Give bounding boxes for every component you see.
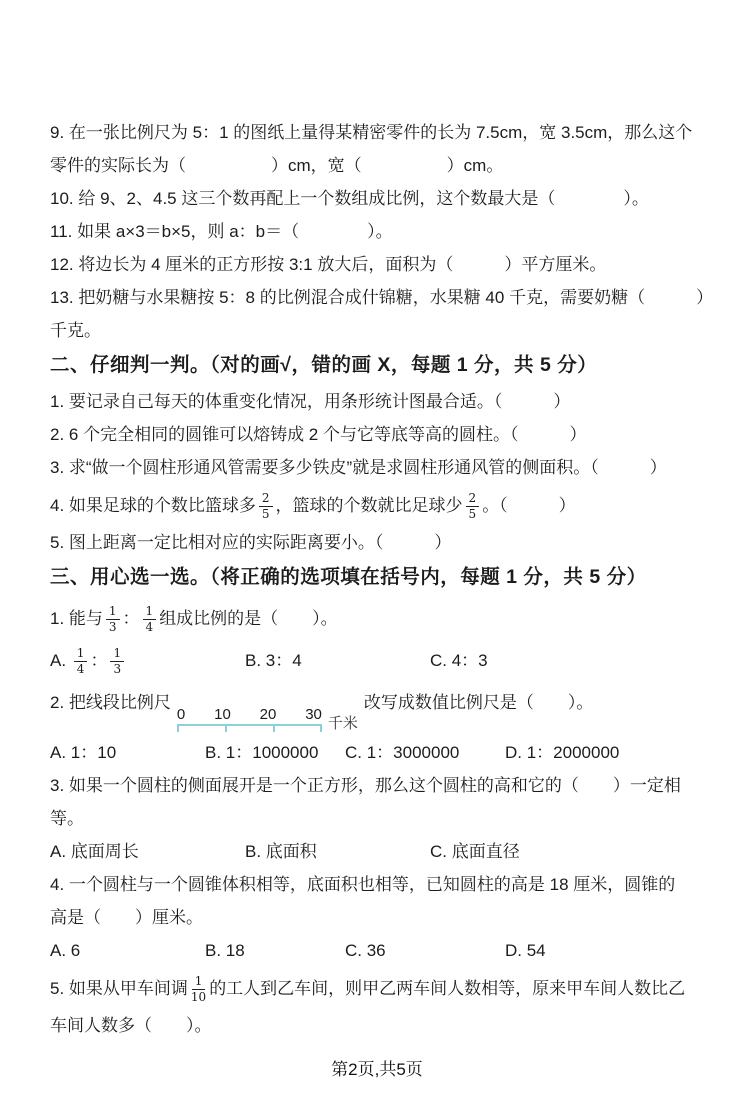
section3-heading: 三、用心选一选。（将正确的选项填在括号内，每题 1 分，共 5 分） [50,566,647,588]
s3-question-4-line-1: 4. 一个圆柱与一个圆锥体积相等，底面积也相等，已知圆柱的高是 18 厘米，圆锥的 [50,875,676,894]
ruler-label-10: 10 [214,706,231,723]
fraction-numerator: 1 [106,605,120,620]
question-10: 10. 给 9、2、4.5 这三个数再配上一个数组成比例，这个数最大是（ ）。 [50,189,649,208]
fraction-denominator: 10 [190,990,207,1005]
s3-question-5-line-1 [50,972,714,1006]
fraction-denominator: 3 [113,662,122,677]
option-d: D. 1：2000000 [505,743,620,762]
option-b: B. 3：4 [245,651,302,670]
ruler-line [177,724,322,733]
ruler-label-30: 30 [305,706,322,723]
s3-q5-text-2: 的工人到乙车间，则甲乙两车间人数相等，原来甲车间人数比乙 [209,979,686,998]
ruler-tick [225,726,227,732]
s2-q4-text-2: ，篮球的个数就比足球少 [275,496,463,515]
option-a: A. 1：10 [50,743,117,762]
s3-question-2 [50,686,714,733]
option-a-colon: ： [90,651,108,670]
s3-question-3-line-2: 等。 [50,809,84,828]
fraction [143,605,157,634]
fraction-denominator: 4 [76,662,85,677]
s2-question-4 [50,489,714,523]
option-b: B. 18 [205,941,245,960]
option-a-label: A. [50,651,71,670]
s3-question-5-line-2: 车间人数多（ ）。 [50,1016,212,1035]
fraction-denominator: 3 [108,620,117,635]
option-b: B. 1：1000000 [205,743,319,762]
s3-q2-text-1: 2. 把线段比例尺 [50,693,171,712]
s3-q1-colon: ： [122,609,140,628]
s3-q5-text-1: 5. 如果从甲车间调 [50,979,188,998]
option-a: A. 6 [50,941,81,960]
s3-q3-options [50,840,714,863]
s2-question-1: 1. 要记录自己每天的体重变化情况，用条形统计图最合适。（ ） [50,392,571,411]
ruler-tick [177,726,179,732]
s3-q1-text-2: 组成比例的是（ ）。 [159,609,338,628]
s3-question-3-line-1: 3. 如果一个圆柱的侧面展开是一个正方形，那么这个圆柱的高和它的（ ）一定相 [50,776,681,795]
s3-question-4-line-2: 高是（ ）厘米。 [50,908,203,927]
question-12: 12. 将边长为 4 厘米的正方形按 3:1 放大后，面积为（ ）平方厘米。 [50,255,607,274]
question-9-line-2: 零件的实际长为（ ）cm，宽（ ）cm。 [50,156,504,175]
ruler-label-0: 0 [176,706,186,723]
option-a [50,644,245,678]
fraction-numerator: 2 [259,492,273,507]
fraction-denominator: 5 [261,507,270,522]
fraction [110,647,124,676]
s3-q4-options [50,939,714,962]
fraction [466,492,480,521]
question-13-line-2: 千克。 [50,321,101,340]
linear-scale-ruler [177,706,358,733]
fraction [74,647,88,676]
fraction-denominator: 4 [145,620,154,635]
fraction-numerator: 1 [143,605,157,620]
option-c: C. 36 [345,941,386,960]
ruler-unit-label: 千米 [327,715,358,732]
question-9-line-1: 9. 在一张比例尺为 5：1 的图纸上量得某精密零件的长为 7.5cm，宽 3.5cm，那么这个 [50,123,693,142]
s3-q1-options [50,644,714,678]
fraction [259,492,273,521]
option-a: A. 底面周长 [50,842,139,861]
option-d: D. 54 [505,941,546,960]
ruler-tick [320,726,322,732]
s2-question-2: 2. 6 个完全相同的圆锥可以熔铸成 2 个与它等底等高的圆柱。（ ） [50,425,587,444]
s3-q2-text-2: 改写成数值比例尺是（ ）。 [363,693,594,712]
s2-question-5: 5. 图上距离一定比相对应的实际距离要小。（ ） [50,533,452,552]
ruler-tick [273,726,275,732]
s3-q2-options [50,741,714,764]
s2-q4-text-3: 。（ ） [482,496,576,515]
option-c: C. 底面直径 [430,842,520,861]
fraction [191,975,206,1004]
fraction-numerator: 1 [74,647,88,662]
s3-q1-text-1: 1. 能与 [50,609,103,628]
ruler-label-20: 20 [259,706,277,723]
section2-heading: 二、仔细判一判。（对的画√，错的画 X，每题 1 分，共 5 分） [50,354,598,376]
s2-question-3: 3. 求“做一个圆柱形通风管需要多少铁皮”就是求圆柱形通风管的侧面积。（ ） [50,458,667,477]
s3-question-1 [50,602,714,636]
page-number-footer: 第2页,共5页 [331,1060,423,1079]
ruler-labels [177,706,322,724]
option-c: C. 1：3000000 [345,743,460,762]
option-b: B. 底面积 [245,842,317,861]
fraction-numerator: 1 [192,975,206,990]
fraction-numerator: 2 [466,492,480,507]
s2-q4-text-1: 4. 如果足球的个数比篮球多 [50,496,256,515]
option-c: C. 4：3 [430,651,488,670]
fraction [106,605,120,634]
question-13-line-1: 13. 把奶糖与水果糖按 5：8 的比例混合成什锦糖，水果糖 40 千克，需要奶糖（ ） [50,288,714,307]
fraction-denominator: 5 [468,507,477,522]
fraction-numerator: 1 [110,647,124,662]
question-11: 11. 如果 a×3＝b×5，则 a：b＝（ ）。 [50,222,393,241]
